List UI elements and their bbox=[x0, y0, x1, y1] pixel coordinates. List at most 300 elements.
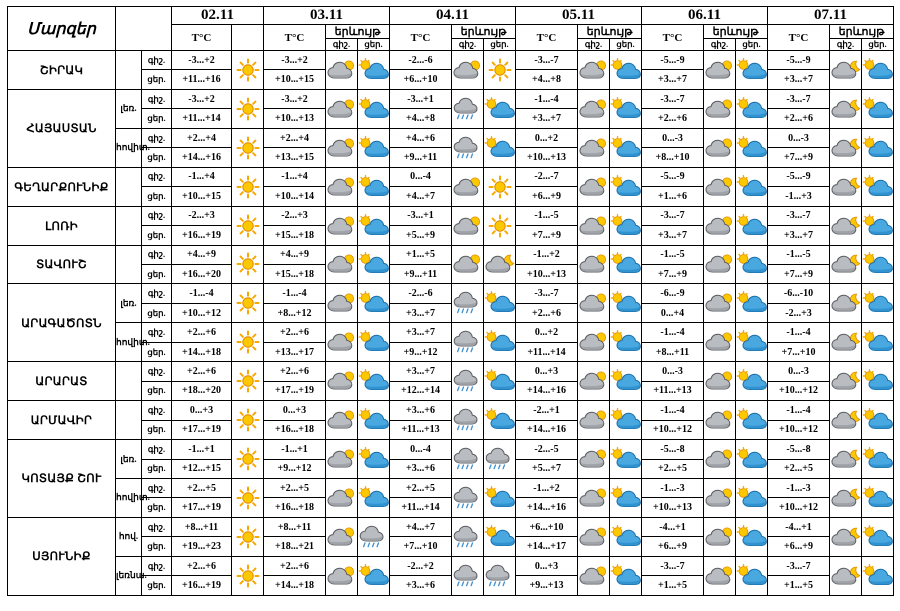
night-weather-icon-cell-2 bbox=[452, 440, 484, 479]
weather-icon-cell-0 bbox=[232, 556, 264, 595]
day-temp-4: +2...+5 bbox=[642, 459, 704, 478]
day-temp-5: +2...+6 bbox=[768, 109, 830, 128]
day-weather-icon-cell-4 bbox=[736, 167, 768, 206]
day-temp-2: +9...+11 bbox=[390, 264, 452, 283]
day-temp-5: +7...+9 bbox=[768, 148, 830, 167]
rain-cloud-sun-icon bbox=[610, 408, 642, 432]
night-label: գիշ. bbox=[142, 51, 172, 70]
day-temp-0: +18...+20 bbox=[172, 381, 232, 400]
night-temp-3: 0...+2 bbox=[516, 323, 578, 342]
rain-cloud-sun-icon bbox=[736, 252, 768, 276]
day-weather-icon-cell-1 bbox=[358, 478, 390, 517]
moon-cloud-icon bbox=[484, 252, 516, 276]
night-weather-icon-cell-2 bbox=[452, 284, 484, 323]
day-temp-4: +3...+7 bbox=[642, 70, 704, 89]
cloud-icon bbox=[704, 564, 736, 588]
region-name-cell: ՏԱՎՈՒՇ bbox=[8, 245, 116, 284]
weather-icon-cell-0 bbox=[232, 440, 264, 479]
night-weather-icon-cell-3 bbox=[578, 284, 610, 323]
region-column-title: Մարզեր bbox=[8, 7, 116, 51]
rain-cloud-sun-icon bbox=[736, 97, 768, 121]
header-row-dates bbox=[8, 7, 894, 25]
cloud-icon bbox=[452, 58, 484, 82]
day-temp-1: +14...+18 bbox=[264, 576, 326, 596]
night-temp-3: -1...+2 bbox=[516, 478, 578, 497]
day-weather-icon-cell-1 bbox=[358, 89, 390, 128]
day-temp-5: +2...+5 bbox=[768, 459, 830, 478]
moon-cloud-icon bbox=[830, 136, 862, 160]
cloud-icon bbox=[704, 486, 736, 510]
night-temp-2: -2...+2 bbox=[390, 556, 452, 575]
night-temp-0: +8...+11 bbox=[172, 517, 232, 536]
moon-cloud-icon bbox=[830, 214, 862, 238]
day-weather-icon-cell-5 bbox=[862, 245, 894, 284]
rain-cloud-sun-icon bbox=[610, 447, 642, 471]
rain-cloud-sun-icon bbox=[484, 291, 516, 315]
sun-icon bbox=[233, 58, 263, 82]
day-temp-5: -2...+3 bbox=[768, 303, 830, 322]
rain-cloud-sun-icon bbox=[736, 291, 768, 315]
day-weather-icon-cell-4 bbox=[736, 478, 768, 517]
night-temp-0: -3...+2 bbox=[172, 89, 232, 108]
region-subpart-cell bbox=[116, 245, 142, 284]
region-subpart-cell bbox=[116, 206, 142, 245]
weather-header-4: երևույթ bbox=[704, 25, 768, 39]
temp-header-2: T°C bbox=[390, 25, 452, 51]
rain-cloud-sun-icon bbox=[862, 291, 894, 315]
region-name-cell: ԼՈՌԻ bbox=[8, 206, 116, 245]
day-temp-0: +10...+12 bbox=[172, 303, 232, 322]
night-label: գիշ. bbox=[142, 323, 172, 342]
day-temp-2: +12...+14 bbox=[390, 381, 452, 400]
day-label: ցեր. bbox=[142, 537, 172, 556]
rain-cloud-sun-icon bbox=[736, 214, 768, 238]
region-name-cell: ՍՅՈՒՆԻՔ bbox=[8, 517, 116, 595]
day-weather-icon-cell-2 bbox=[484, 51, 516, 90]
day-temp-2: +3...+6 bbox=[390, 459, 452, 478]
day-weather-icon-cell-4 bbox=[736, 128, 768, 167]
cloud-icon bbox=[578, 447, 610, 471]
night-temp-1: -3...+2 bbox=[264, 89, 326, 108]
night-weather-icon-cell-2 bbox=[452, 245, 484, 284]
weather-icon-cell-0 bbox=[232, 89, 264, 128]
rain-shower-icon bbox=[452, 330, 484, 354]
night-weather-icon-cell-1 bbox=[326, 284, 358, 323]
cloud-icon bbox=[704, 525, 736, 549]
day-temp-2: +11...+13 bbox=[390, 420, 452, 439]
region-name-cell: ՀԱՅԱՍՏԱՆ bbox=[8, 89, 116, 167]
region-name-cell: ԱՐԱԳԱԾՈՏՆ bbox=[8, 284, 116, 362]
day-label: ցեր. bbox=[142, 70, 172, 89]
rain-cloud-sun-icon bbox=[610, 486, 642, 510]
region-subpart-cell: հովիտ. bbox=[116, 128, 142, 167]
date-header-3: 05.11 bbox=[516, 7, 642, 25]
night-temp-2: +4...+7 bbox=[390, 517, 452, 536]
region-name-cell: ԱՐԱՐԱՏ bbox=[8, 362, 116, 401]
night-temp-5: -3...-7 bbox=[768, 89, 830, 108]
day-weather-icon-cell-2 bbox=[484, 89, 516, 128]
night-weather-icon-cell-5 bbox=[830, 401, 862, 440]
day-weather-icon-cell-3 bbox=[610, 167, 642, 206]
night-weather-icon-cell-2 bbox=[452, 167, 484, 206]
day-temp-5: +7...+10 bbox=[768, 342, 830, 361]
cloud-icon bbox=[578, 369, 610, 393]
rain-cloud-sun-icon bbox=[736, 525, 768, 549]
rain-cloud-sun-icon bbox=[358, 447, 390, 471]
weather-header-5: երևույթ bbox=[830, 25, 894, 39]
night-weather-icon-cell-1 bbox=[326, 245, 358, 284]
rain-cloud-sun-icon bbox=[484, 97, 516, 121]
night-weather-icon-cell-1 bbox=[326, 556, 358, 595]
day-temp-1: +10...+15 bbox=[264, 70, 326, 89]
day-weather-icon-cell-3 bbox=[610, 517, 642, 556]
rain-cloud-sun-icon bbox=[862, 486, 894, 510]
day-temp-0: +11...+16 bbox=[172, 70, 232, 89]
day-weather-icon-cell-3 bbox=[610, 323, 642, 362]
night-temp-1: +8...+11 bbox=[264, 517, 326, 536]
rain-shower-icon bbox=[484, 447, 516, 471]
rain-cloud-sun-icon bbox=[484, 330, 516, 354]
table-row bbox=[8, 167, 894, 186]
day-weather-icon-cell-2 bbox=[484, 362, 516, 401]
table-row bbox=[8, 284, 894, 303]
night-temp-4: 0...-3 bbox=[642, 128, 704, 147]
region-subpart-cell bbox=[116, 401, 142, 440]
table-row bbox=[8, 128, 894, 147]
night-temp-0: +2...+5 bbox=[172, 478, 232, 497]
day-temp-0: +19...+23 bbox=[172, 537, 232, 556]
sun-icon bbox=[233, 175, 263, 199]
day-temp-5: +7...+9 bbox=[768, 264, 830, 283]
day-weather-icon-cell-5 bbox=[862, 284, 894, 323]
rain-cloud-sun-icon bbox=[484, 525, 516, 549]
night-temp-0: -1...+1 bbox=[172, 440, 232, 459]
night-weather-icon-cell-3 bbox=[578, 51, 610, 90]
cloud-icon bbox=[326, 369, 358, 393]
night-temp-1: -1...+4 bbox=[264, 167, 326, 186]
day-weather-icon-cell-5 bbox=[862, 401, 894, 440]
sun-icon bbox=[233, 564, 263, 588]
night-label: գիշ. bbox=[142, 167, 172, 186]
rain-cloud-sun-icon bbox=[358, 252, 390, 276]
cloud-icon bbox=[704, 58, 736, 82]
rain-cloud-sun-icon bbox=[862, 369, 894, 393]
night-temp-4: -3...-7 bbox=[642, 206, 704, 225]
night-weather-icon-cell-1 bbox=[326, 440, 358, 479]
cloud-icon bbox=[704, 252, 736, 276]
night-weather-icon-cell-2 bbox=[452, 517, 484, 556]
cloud-icon bbox=[452, 214, 484, 238]
day-weather-icon-cell-3 bbox=[610, 245, 642, 284]
night-weather-icon-cell-2 bbox=[452, 401, 484, 440]
day-temp-1: +18...+21 bbox=[264, 537, 326, 556]
night-weather-icon-cell-4 bbox=[704, 89, 736, 128]
night-label: գիշ. bbox=[142, 284, 172, 303]
night-label: գիշ. bbox=[142, 401, 172, 420]
night-label: գիշ. bbox=[142, 128, 172, 147]
rain-cloud-sun-icon bbox=[736, 330, 768, 354]
night-temp-5: -4...+1 bbox=[768, 517, 830, 536]
region-name-cell: ՇԻՐԱԿ bbox=[8, 51, 116, 90]
night-temp-3: -3...-7 bbox=[516, 284, 578, 303]
table-row bbox=[8, 478, 894, 497]
rain-cloud-sun-icon bbox=[610, 291, 642, 315]
day-weather-icon-cell-3 bbox=[610, 128, 642, 167]
night-temp-4: -3...-7 bbox=[642, 556, 704, 575]
night-weather-icon-cell-5 bbox=[830, 556, 862, 595]
day-temp-4: +7...+9 bbox=[642, 264, 704, 283]
day-label: ցեր. bbox=[142, 303, 172, 322]
day-weather-icon-cell-3 bbox=[610, 362, 642, 401]
day-weather-icon-cell-2 bbox=[484, 440, 516, 479]
moon-cloud-icon bbox=[830, 330, 862, 354]
day-temp-2: +5...+9 bbox=[390, 226, 452, 245]
day-temp-3: +3...+7 bbox=[516, 109, 578, 128]
region-subpart-cell: հովիտ. bbox=[116, 323, 142, 362]
night-weather-icon-cell-4 bbox=[704, 401, 736, 440]
cloud-icon bbox=[326, 564, 358, 588]
day-weather-icon-cell-5 bbox=[862, 440, 894, 479]
night-temp-2: -3...+1 bbox=[390, 89, 452, 108]
night-weather-icon-cell-5 bbox=[830, 284, 862, 323]
night-temp-5: -6...-10 bbox=[768, 284, 830, 303]
moon-cloud-icon bbox=[830, 447, 862, 471]
night-temp-4: -1...-3 bbox=[642, 478, 704, 497]
night-temp-0: +2...+6 bbox=[172, 362, 232, 381]
cloud-icon bbox=[326, 97, 358, 121]
day-weather-icon-cell-5 bbox=[862, 128, 894, 167]
cloud-icon bbox=[578, 214, 610, 238]
day-temp-5: +10...+12 bbox=[768, 420, 830, 439]
night-temp-3: -2...-7 bbox=[516, 167, 578, 186]
rain-cloud-sun-icon bbox=[862, 525, 894, 549]
day-temp-1: +16...+18 bbox=[264, 498, 326, 517]
day-label: ցեր. bbox=[142, 148, 172, 167]
weather-icon-cell-0 bbox=[232, 284, 264, 323]
sun-icon bbox=[233, 252, 263, 276]
weather-icon-cell-0 bbox=[232, 401, 264, 440]
weather-forecast-table bbox=[7, 6, 894, 596]
day-temp-3: +11...+14 bbox=[516, 342, 578, 361]
night-temp-0: -1...-4 bbox=[172, 284, 232, 303]
night-label: գիշ. bbox=[142, 440, 172, 459]
weather-header-3: երևույթ bbox=[578, 25, 642, 39]
temp-header-5: T°C bbox=[768, 25, 830, 51]
rain-cloud-sun-icon bbox=[862, 58, 894, 82]
rain-shower-icon bbox=[452, 97, 484, 121]
night-temp-5: -1...-5 bbox=[768, 245, 830, 264]
night-temp-1: -1...-4 bbox=[264, 284, 326, 303]
night-temp-0: +2...+6 bbox=[172, 323, 232, 342]
rain-cloud-sun-icon bbox=[358, 564, 390, 588]
night-label: գիշ. bbox=[142, 556, 172, 575]
day-weather-icon-cell-4 bbox=[736, 89, 768, 128]
day-temp-5: +3...+7 bbox=[768, 226, 830, 245]
weather-icon-cell-0 bbox=[232, 245, 264, 284]
day-weather-icon-cell-3 bbox=[610, 284, 642, 323]
day-temp-2: +4...+7 bbox=[390, 187, 452, 206]
weather-icon-cell-0 bbox=[232, 323, 264, 362]
day-weather-icon-cell-2 bbox=[484, 517, 516, 556]
table-row bbox=[8, 362, 894, 381]
night-header-4: գիշ. bbox=[704, 39, 736, 51]
day-temp-0: +17...+19 bbox=[172, 498, 232, 517]
night-temp-1: +2...+6 bbox=[264, 362, 326, 381]
rain-cloud-sun-icon bbox=[358, 486, 390, 510]
table-row bbox=[8, 517, 894, 536]
day-weather-icon-cell-5 bbox=[862, 362, 894, 401]
region-subpart-cell: լեռ. bbox=[116, 89, 142, 128]
rain-cloud-sun-icon bbox=[358, 291, 390, 315]
day-weather-icon-cell-4 bbox=[736, 51, 768, 90]
night-temp-3: +6...+10 bbox=[516, 517, 578, 536]
sun-icon bbox=[233, 525, 263, 549]
night-weather-icon-cell-5 bbox=[830, 517, 862, 556]
day-label: ցեր. bbox=[142, 226, 172, 245]
night-temp-5: -5...-9 bbox=[768, 51, 830, 70]
cloud-icon bbox=[578, 330, 610, 354]
rain-cloud-sun-icon bbox=[610, 564, 642, 588]
day-temp-5: +10...+12 bbox=[768, 381, 830, 400]
day-weather-icon-cell-5 bbox=[862, 478, 894, 517]
cloud-icon bbox=[326, 136, 358, 160]
day-weather-icon-cell-2 bbox=[484, 401, 516, 440]
day-weather-icon-cell-2 bbox=[484, 556, 516, 595]
night-temp-5: -3...-7 bbox=[768, 206, 830, 225]
night-temp-4: -5...-9 bbox=[642, 167, 704, 186]
cloud-icon bbox=[578, 252, 610, 276]
cloud-icon bbox=[326, 408, 358, 432]
table-row bbox=[8, 440, 894, 459]
temp-header-1: T°C bbox=[264, 25, 326, 51]
night-temp-2: +2...+5 bbox=[390, 478, 452, 497]
day-header-4: ցեր. bbox=[736, 39, 768, 51]
night-weather-icon-cell-3 bbox=[578, 206, 610, 245]
night-weather-icon-cell-1 bbox=[326, 206, 358, 245]
day-temp-4: +3...+7 bbox=[642, 226, 704, 245]
table-header bbox=[8, 7, 894, 51]
day-temp-1: +15...+18 bbox=[264, 264, 326, 283]
night-temp-2: -2...-6 bbox=[390, 284, 452, 303]
rain-cloud-sun-icon bbox=[736, 408, 768, 432]
region-subpart-cell: հով. bbox=[116, 517, 142, 556]
night-temp-2: +4...+6 bbox=[390, 128, 452, 147]
day-temp-1: +15...+18 bbox=[264, 226, 326, 245]
region-subpart-cell bbox=[116, 51, 142, 90]
night-temp-1: +2...+6 bbox=[264, 323, 326, 342]
day-label: ցեր. bbox=[142, 187, 172, 206]
night-label: գիշ. bbox=[142, 206, 172, 225]
day-weather-icon-cell-1 bbox=[358, 401, 390, 440]
cloud-icon bbox=[704, 175, 736, 199]
table-body bbox=[8, 51, 894, 596]
day-temp-4: +1...+6 bbox=[642, 187, 704, 206]
night-weather-icon-cell-5 bbox=[830, 206, 862, 245]
sun-icon bbox=[233, 369, 263, 393]
sun-icon bbox=[233, 214, 263, 238]
night-weather-icon-cell-3 bbox=[578, 362, 610, 401]
night-temp-0: -1...+4 bbox=[172, 167, 232, 186]
night-weather-icon-cell-5 bbox=[830, 89, 862, 128]
day-header-2: ցեր. bbox=[484, 39, 516, 51]
day-temp-4: +11...+13 bbox=[642, 381, 704, 400]
table-row bbox=[8, 401, 894, 420]
night-weather-icon-cell-5 bbox=[830, 51, 862, 90]
moon-cloud-icon bbox=[830, 486, 862, 510]
night-weather-icon-cell-4 bbox=[704, 440, 736, 479]
day-weather-icon-cell-3 bbox=[610, 478, 642, 517]
night-header-2: գիշ. bbox=[452, 39, 484, 51]
day-temp-1: +8...+12 bbox=[264, 303, 326, 322]
region-name-cell: ԿՈՏԱՅՔ ՇՈՒ bbox=[8, 440, 116, 518]
weather-icon-cell-0 bbox=[232, 51, 264, 90]
cloud-icon bbox=[704, 291, 736, 315]
rain-cloud-sun-icon bbox=[610, 58, 642, 82]
rain-shower-icon bbox=[452, 564, 484, 588]
night-temp-1: +2...+6 bbox=[264, 556, 326, 575]
night-weather-icon-cell-4 bbox=[704, 284, 736, 323]
night-temp-5: -1...-4 bbox=[768, 401, 830, 420]
night-weather-icon-cell-5 bbox=[830, 128, 862, 167]
weather-icon-cell-0 bbox=[232, 517, 264, 556]
region-subpart-cell: լեռ. bbox=[116, 440, 142, 479]
day-temp-2: +3...+6 bbox=[390, 576, 452, 596]
night-temp-2: -2...-6 bbox=[390, 51, 452, 70]
cloud-icon bbox=[578, 564, 610, 588]
night-temp-0: -3...+2 bbox=[172, 51, 232, 70]
day-temp-5: -1...+3 bbox=[768, 187, 830, 206]
night-temp-2: +3...+6 bbox=[390, 401, 452, 420]
table-row bbox=[8, 89, 894, 108]
region-subpart-cell: լեռ. bbox=[116, 284, 142, 323]
day-weather-icon-cell-5 bbox=[862, 323, 894, 362]
date-header-0: 02.11 bbox=[172, 7, 264, 25]
day-weather-icon-cell-1 bbox=[358, 284, 390, 323]
day-temp-1: +13...+17 bbox=[264, 342, 326, 361]
day-label: ցեր. bbox=[142, 381, 172, 400]
night-weather-icon-cell-5 bbox=[830, 478, 862, 517]
night-temp-2: +3...+7 bbox=[390, 362, 452, 381]
rain-cloud-sun-icon bbox=[736, 136, 768, 160]
day-temp-1: +13...+15 bbox=[264, 148, 326, 167]
temp-header-0: T°C bbox=[172, 25, 232, 51]
rain-cloud-sun-icon bbox=[736, 447, 768, 471]
night-weather-icon-cell-4 bbox=[704, 323, 736, 362]
sun-icon bbox=[233, 136, 263, 160]
table-row bbox=[8, 556, 894, 575]
night-temp-3: 0...+2 bbox=[516, 128, 578, 147]
night-weather-icon-cell-3 bbox=[578, 401, 610, 440]
rain-cloud-sun-icon bbox=[862, 252, 894, 276]
day-weather-icon-cell-1 bbox=[358, 440, 390, 479]
temp-header-3: T°C bbox=[516, 25, 578, 51]
night-weather-icon-cell-3 bbox=[578, 556, 610, 595]
day-temp-4: +1...+5 bbox=[642, 576, 704, 596]
night-temp-0: +2...+6 bbox=[172, 556, 232, 575]
rain-cloud-sun-icon bbox=[610, 214, 642, 238]
sun-icon bbox=[233, 291, 263, 315]
day-temp-0: +14...+16 bbox=[172, 148, 232, 167]
rain-cloud-sun-icon bbox=[358, 330, 390, 354]
night-weather-icon-cell-4 bbox=[704, 51, 736, 90]
day-label: ցեր. bbox=[142, 264, 172, 283]
night-header-5: գիշ. bbox=[830, 39, 862, 51]
rain-cloud-sun-icon bbox=[862, 564, 894, 588]
night-label: գիշ. bbox=[142, 245, 172, 264]
night-temp-0: 0...+3 bbox=[172, 401, 232, 420]
day-temp-1: +10...+13 bbox=[264, 109, 326, 128]
day-header-1: ցեր. bbox=[358, 39, 390, 51]
